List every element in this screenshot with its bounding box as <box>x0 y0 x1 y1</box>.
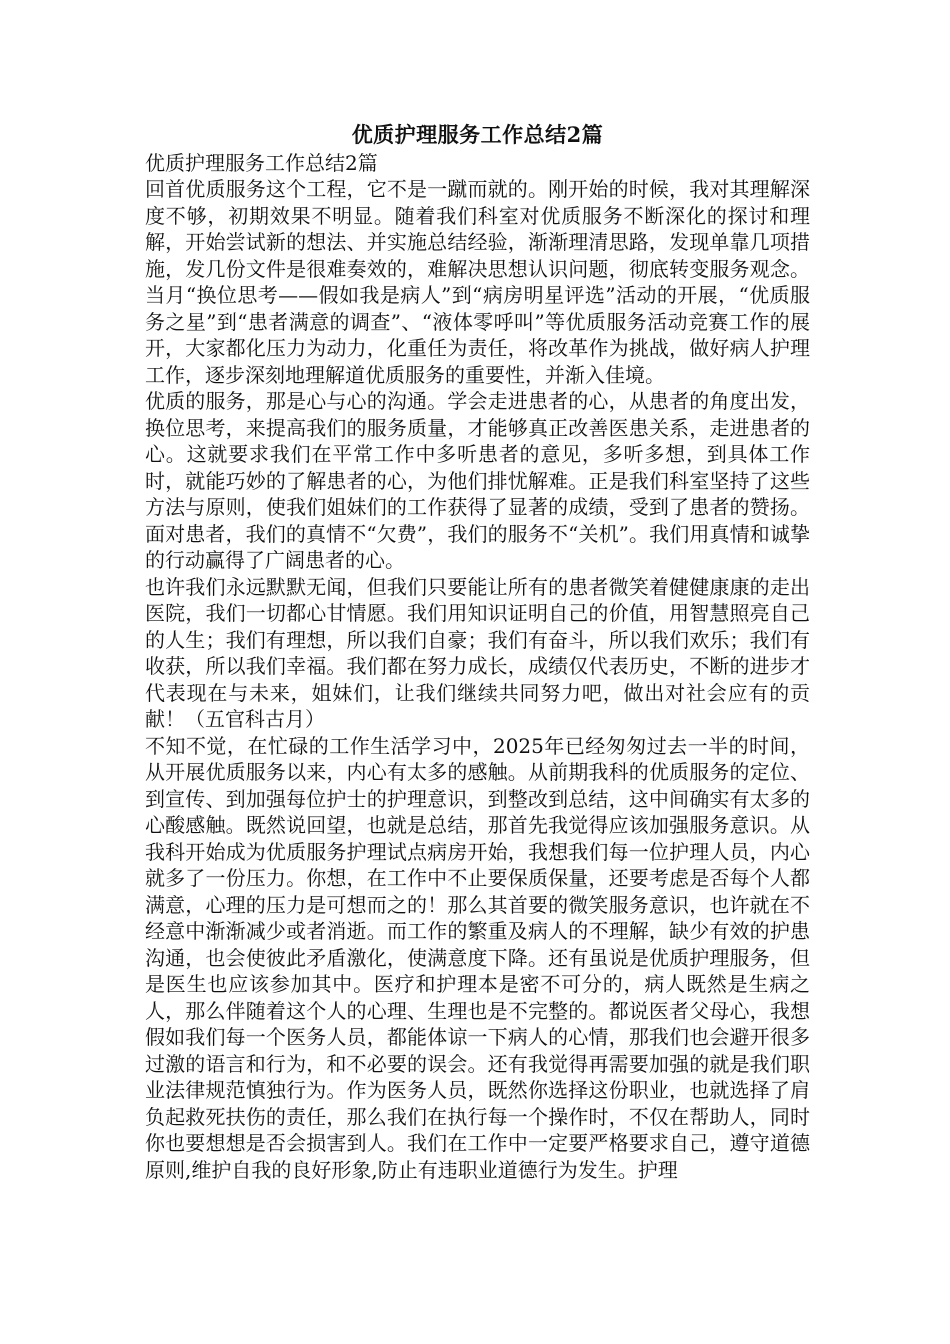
paragraph-3: 也许我们永远默默无闻，但我们只要能让所有的患者微笑着健健康康的走出医院，我们一切都心甘情愿。我们用知识证明自己的价值，用智慧照亮自己的人生；我们有理想，所以我们自豪；我们有奋斗，所以我们欢乐；我们有收获，所以我们幸福。我们都在努力成长，成绩仅代表历史，不断的进步才代表现在与未来，姐妹们，让我们继续共同努力吧，做出对社会应有的贡献！（五官科古月） <box>145 574 810 731</box>
paragraph-4: 不知不觉，在忙碌的工作生活学习中，2025年已经匆匆过去一半的时间，从开展优质服务以来，内心有太多的感触。从前期我科的优质服务的定位、到宣传、到加强每位护士的护理意识，到整改到总结，这中间确实有太多的心酸感触。既然说回望，也就是总结，那首先我觉得应该加强服务意识。从我科开始成为优质服务护理试点病房开始，我想我们每一位护理人员，内心就多了一份压力。你想，在工作中不止要保质保量，还要考虑是否每个人都满意，心理的压力是可想而之的！那么其首要的微笑服务意识，也许就在不经意中渐渐减少或者消逝。而工作的繁重及病人的不理解，缺少有效的护患沟通，也会使彼此矛盾激化，使满意度下降。还有虽说是优质护理服务，但是医生也应该参加其中。医疗和护理本是密不可分的，病人既然是生病之人，那么伴随着这个人的心理、生理也是不完整的。都说医者父母心，我想假如我们每一个医务人员，都能体谅一下病人的心情，那我们也会避开很多过激的语言和行为，和不必要的误会。还有我觉得再需要加强的就是我们职业法律规范慎独行为。作为医务人员，既然你选择这份职业，也就选择了肩负起救死扶伤的责任，那么我们在执行每一个操作时，不仅在帮助人，同时你也要想想是否会损害到人。我们在工作中一定要严格要求自己，遵守道德原则,维护自我的良好形象,防止有违职业道德行为发生。护理 <box>145 733 810 1182</box>
document-title: 优质护理服务工作总结2篇 <box>351 122 604 147</box>
paragraph-2: 优质的服务，那是心与心的沟通。学会走进患者的心，从患者的角度出发，换位思考，来提高我们的服务质量，才能够真正改善医患关系，走进患者的心。这就要求我们在平常工作中多听患者的意见，多听多想，到具体工作时，就能巧妙的了解患者的心，为他们排忧解难。正是我们科室坚持了这些方法与原则，使我们姐妹们的工作获得了显著的成绩，受到了患者的赞扬。面对患者，我们的真情不“欠费”，我们的服务不“关机”。我们用真情和诚挚的行动赢得了广阔患者的心。 <box>145 389 810 572</box>
paragraph-1: 回首优质服务这个工程，它不是一蹴而就的。刚开始的时候，我对其理解深度不够，初期效果不明显。随着我们科室对优质服务不断深化的探讨和理解，开始尝试新的想法、并实施总结经验，渐渐理清思路，发现单靠几项措施，发几份文件是很难奏效的，难解决思想认识问题，彻底转变服务观念。当月“换位思考——假如我是病人”到“病房明星评选”活动的开展，“优质服务之星”到“患者满意的调查”、“液体零呼叫”等优质服务活动竞赛工作的展开，大家都化压力为动力，化重任为责任，将改革作为挑战，做好病人护理工作，逐步深刻地理解道优质服务的重要性，并渐入佳境。 <box>145 177 810 387</box>
document-page <box>145 120 810 1183</box>
document-subtitle: 优质护理服务工作总结2篇 <box>145 151 378 175</box>
